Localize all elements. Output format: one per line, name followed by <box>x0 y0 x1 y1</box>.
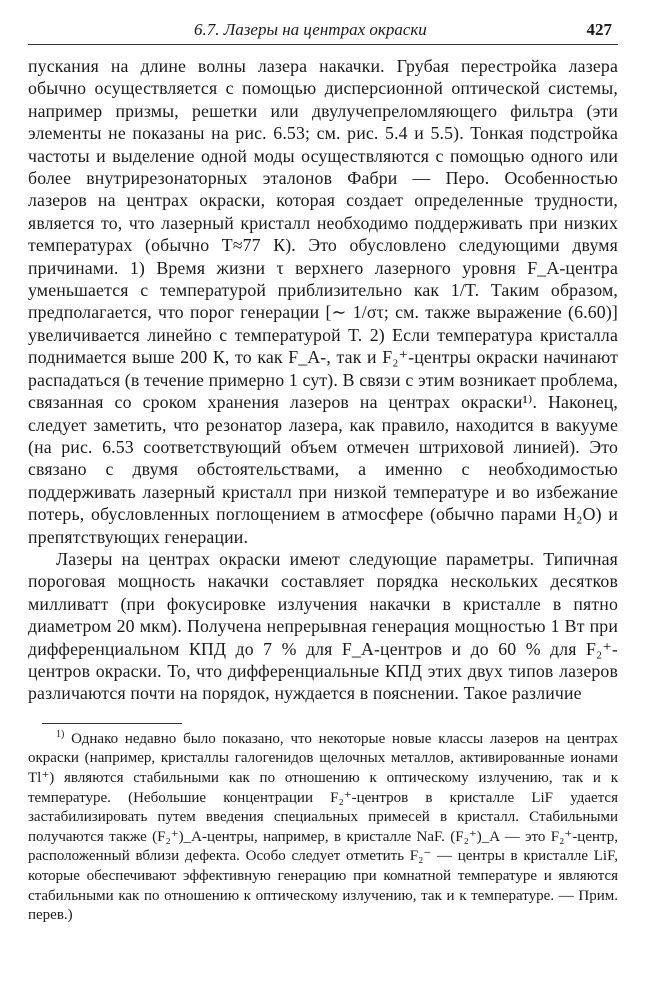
running-head <box>28 20 618 44</box>
footnote-rule <box>42 723 182 724</box>
book-page <box>28 20 618 926</box>
paragraph-2: Лазеры на центрах окраски имеют следующие параметры. Типичная пороговая мощность накачки составляет порядка нескольких десятков милливатт (при фокусировке излучения накачки в кристалле в пятно диаметром 20 мкм). Получена непрерывная генерация мощностью 1 Вт при дифференциальном КПД до 7 % для F_A-центров и до 60 % для F₂⁺-центров окраски. То, что дифференциальные КПД этих двух типов лазеров различаются почти на порядок, нуждается в пояснении. Такое различие <box>28 548 618 704</box>
footnote <box>28 730 618 926</box>
footnote-text-block <box>28 730 618 926</box>
page-number: 427 <box>586 20 612 39</box>
body-text <box>28 55 618 705</box>
section-title: 6.7. Лазеры на центрах окраски <box>194 20 427 39</box>
footnote-text: Однако недавно было показано, что некоторые новые классы лазеров на центрах окраски (например, кристаллы галогенидов щелочных металлов, активированные ионами Tl⁺) являются стабильными как по отношению к оптическому излучению, так и к температуре. (Небольшие концентрации F₂⁺-центров в кристалле LiF удается застабилизировать путем введения специальных примесей в кристалл. Стабильными получаются также (F₂⁺)_A-центры, например, в кристалле NaF. (F₂⁺)_A — это F₂⁺-центр, расположенный вблизи дефекта. Особо следует отметить F₂⁻ — центры в кристалле LiF, которые обеспечивают эффективную генерацию при комнатной температуре и являются стабильными как по отношению к оптическому излучению, так и к температуре. — Прим. перев.) <box>28 730 618 924</box>
footnote-marker: 1) <box>56 728 65 740</box>
paragraph-1: пускания на длине волны лазера накачки. Грубая перестройка лазера обычно осуществляется с помощью дисперсионной оптической системы, например призмы, решетки или двулучепреломляющего фильтра (эти элементы не показаны на рис. 6.53; см. рис. 5.4 и 5.5). Тонкая подстройка частоты и выделение одной моды осуществляются с помощью одного или более внутрирезонаторных эталонов Фабри — Перо. Особенностью лазеров на центрах окраски, которая создает определенные трудности, является то, что лазерный кристалл необходимо поддерживать при низких температурах (обычно T≈77 К). Это обусловлено следующими двумя причинами. 1) Время жизни τ верхнего лазерного уровня F_A-центра уменьшается с температурой приблизительно как 1/T. Таким образом, предполагается, что порог генерации [∼ 1/στ; см. также выражение (6.60)] увеличивается линейно с температурой T. 2) Если температура кристалла поднимается выше 200 К, то как F_A-, так и F₂⁺-центры окраски начинают распадаться (в течение примерно 1 сут). В связи с этим возникает проблема, связанная со сроком хранения лазеров на центрах окраски¹⁾. Наконец, следует заметить, что резонатор лазера, как правило, находится в вакууме (на рис. 6.53 соответствующий объем отмечен штриховой линией). Это связано с двумя обстоятельствами, а именно с необходимостью поддерживать лазерный кристалл при низкой температуре и во избежание потерь, обусловленных поглощением в атмосфере (обычно парами H₂O) и препятствующих генерации. <box>28 56 618 547</box>
header-rule <box>28 44 618 45</box>
